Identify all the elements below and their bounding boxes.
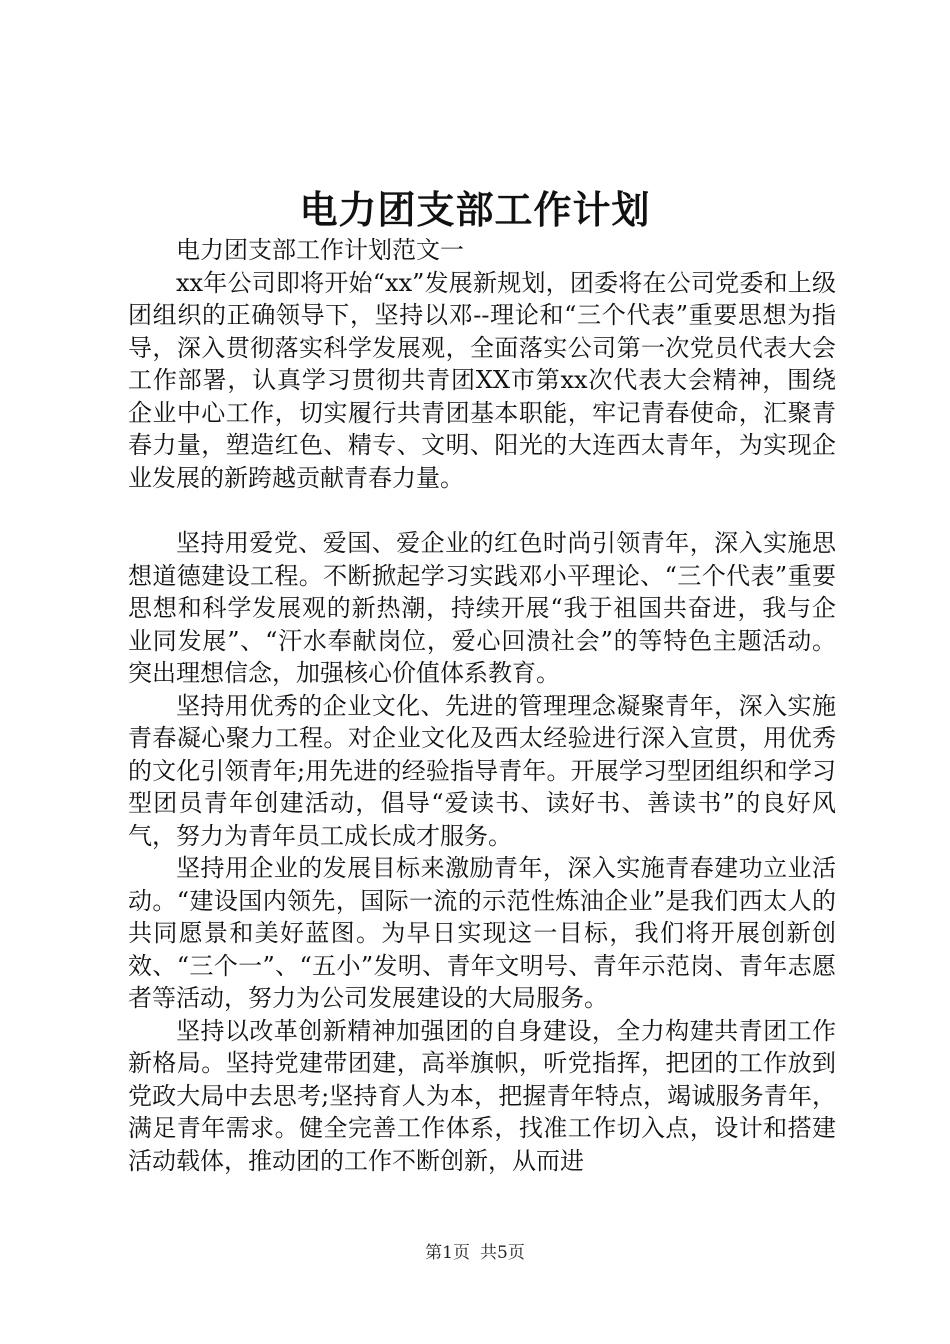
paragraph: 坚持用爱党、爱国、爱企业的红色时尚引领青年，深入实施思想道德建设工程。不断掀起学习实践邓小平理论、“三个代表”重要思想和科学发展观的新热潮，持续开展“我于祖国共奋进，我与企业同发展”、“汗水奉献岗位，爱心回溃社会”的等特色主题活动。突出理想信念，加强核心价值体系教育。 [128,529,836,687]
paragraph: 坚持用优秀的企业文化、先进的管理理念凝聚青年，深入实施青春凝心聚力工程。对企业文化及西太经验进行深入宣贯，用优秀的文化引领青年;用先进的经验指导青年。开展学习型团组织和学习型团员青年创建活动，倡导“爱读书、读好书、善读书”的良好风气，努力为青年员工成长成才服务。 [128,691,836,850]
document-body [128,234,836,1177]
paragraph: 坚持用企业的发展目标来激励青年，深入实施青春建功立业活动。“建设国内领先，国际一流的示范性炼油企业”是我们西太人的共同愿景和美好蓝图。为早日实现这一目标，我们将开展创新创效、“三个一”、“五小”发明、青年文明号、青年示范岗、青年志愿者等活动，努力为公司发展建设的大局服务。 [128,854,836,1012]
document-subtitle: 电力团支部工作计划范文一 [176,236,464,264]
paragraph: 坚持以改革创新精神加强团的自身建设，全力构建共青团工作新格局。坚持党建带团建，高举旗帜，听党指挥，把团的工作放到党政大局中去思考;坚持育人为本，把握青年特点，竭诚服务青年，满足青年需求。健全完善工作体系，找准工作切入点，设计和搭建活动载体，推动团的工作不断创新，从而进 [128,1016,836,1175]
document-title: 电力团支部工作计划 [299,188,651,232]
paragraph: xx年公司即将开始“xx”发展新规划，团委将在公司党委和上级团组织的正确领导下，坚持以邓--理论和“三个代表”重要思想为指导，深入贯彻落实科学发展观，全面落实公司第一次党员代表大会工作部署，认真学习贯彻共青团XX市第xx次代表大会精神，围绕企业中心工作，切实履行共青团基本职能，牢记青春使命，汇聚青春力量，塑造红色、精专、文明、阳光的大连西太青年，为实现企业发展的新跨越贡献青春力量。 [128,268,836,492]
page-number: 第1页 [425,1243,470,1263]
page-total: 共5页 [480,1243,525,1263]
page-footer [0,1242,950,1264]
